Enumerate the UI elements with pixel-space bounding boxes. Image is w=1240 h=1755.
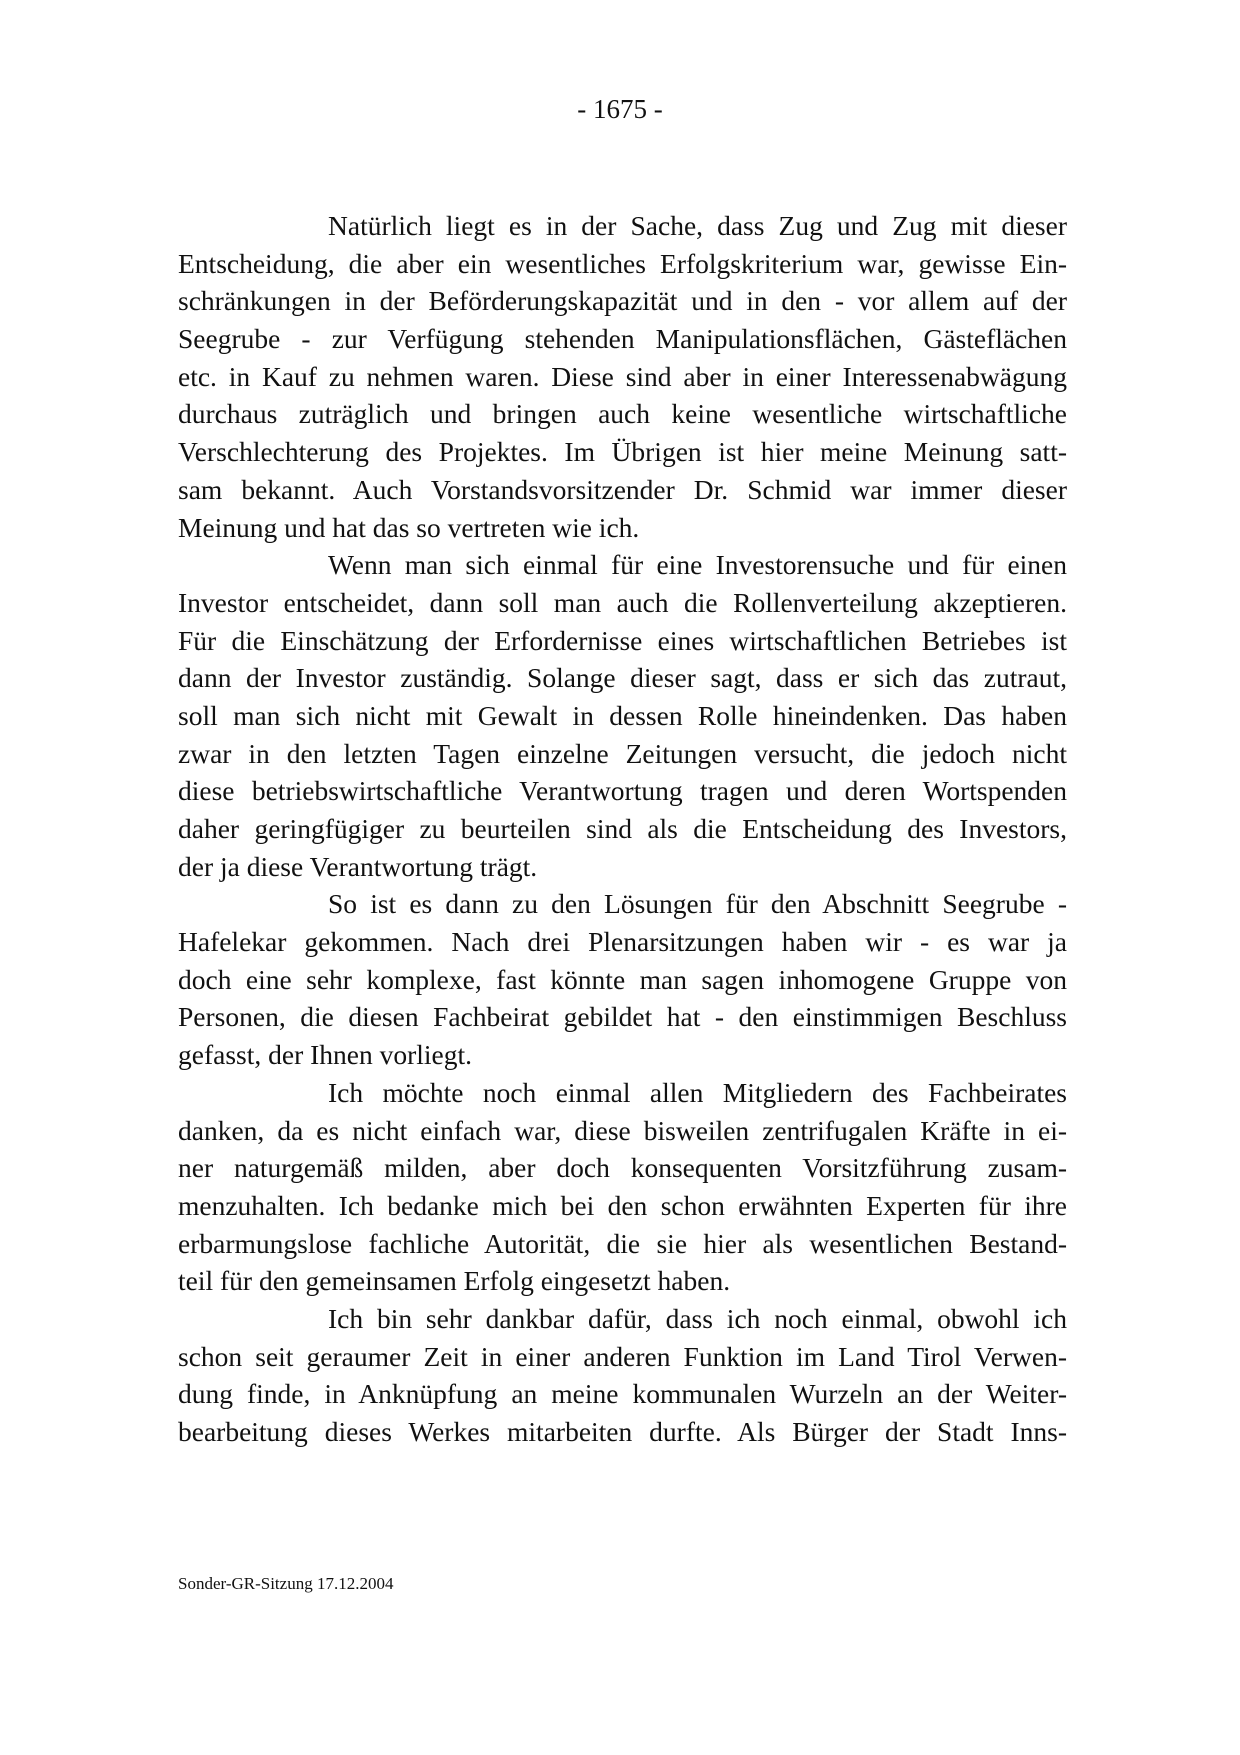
text-line: menzuhalten. Ich bedanke mich bei den schon erwähnten Experten für ihre (178, 1189, 1067, 1221)
text-line: gefasst, der Ihnen vorliegt. (178, 1039, 473, 1071)
text-line: etc. in Kauf zu nehmen waren. Diese sind aber in einer Interessenabwägung (178, 360, 1067, 392)
text-line: sam bekannt. Auch Vorstandsvorsitzender Dr. Schmid war immer dieser (178, 473, 1067, 505)
paragraph (178, 1074, 1067, 1300)
text-line: bearbeitung dieses Werkes mitarbeiten durfte. Als Bürger der Stadt Inns- (178, 1416, 1067, 1447)
text-line: daher geringfügiger zu beurteilen sind als die Entscheidung des Investors, (178, 813, 1067, 844)
text-line: Hafelekar gekommen. Nach drei Plenarsitzungen haben wir - es war ja (178, 926, 1067, 958)
text-line: doch eine sehr komplexe, fast könnte man sagen inhomogene Gruppe von (178, 963, 1067, 995)
text-line: der ja diese Verantwortung trägt. (178, 850, 538, 882)
text-line: Verschlechterung des Projektes. Im Übrigen ist hier meine Meinung satt- (178, 436, 1067, 468)
text-line: Entscheidung, die aber ein wesentliches Erfolgskriterium war, gewisse Ein- (178, 247, 1067, 279)
paragraph (178, 885, 1067, 1073)
text-line: Wenn man sich einmal für eine Investorensuche und für einen (328, 549, 1067, 581)
page-number: - 1675 - (577, 94, 663, 124)
footer-session-label: Sonder-GR-Sitzung 17.12.2004 (178, 1574, 394, 1593)
text-line: Meinung und hat das so vertreten wie ich. (178, 511, 640, 543)
text-line: diese betriebswirtschaftliche Verantwortung tragen und deren Wortspenden (178, 775, 1067, 807)
text-line: teil für den gemeinsamen Erfolg eingesetzt haben. (178, 1265, 731, 1297)
text-line: erbarmungslose fachliche Autorität, die sie hier als wesentlichen Bestand- (178, 1227, 1067, 1259)
paragraph (178, 207, 1067, 546)
text-line: Ich bin sehr dankbar dafür, dass ich noch einmal, obwohl ich (328, 1302, 1067, 1334)
text-line: zwar in den letzten Tagen einzelne Zeitungen versucht, die jedoch nicht (178, 737, 1067, 769)
text-line: schränkungen in der Beförderungskapazität und in den - vor allem auf der (178, 285, 1067, 317)
text-line: Natürlich liegt es in der Sache, dass Zug und Zug mit dieser (328, 210, 1067, 241)
text-line: Personen, die diesen Fachbeirat gebildet hat - den einstimmigen Beschluss (178, 1001, 1067, 1033)
text-line: Für die Einschätzung der Erfordernisse eines wirtschaftlichen Betriebes ist (178, 624, 1067, 656)
text-line: So ist es dann zu den Lösungen für den Abschnitt Seegrube - (328, 888, 1067, 920)
text-line: durchaus zuträglich und bringen auch keine wesentliche wirtschaftliche (178, 398, 1067, 430)
paragraph (178, 1300, 1067, 1451)
document-body (178, 207, 1067, 1451)
text-line: dung finde, in Anknüpfung an meine kommunalen Wurzeln an der Weiter- (178, 1378, 1067, 1410)
text-line: dann der Investor zuständig. Solange dieser sagt, dass er sich das zutraut, (178, 662, 1067, 694)
text-line: Investor entscheidet, dann soll man auch die Rollenverteilung akzeptieren. (178, 586, 1067, 618)
text-line: soll man sich nicht mit Gewalt in dessen Rolle hineindenken. Das haben (178, 699, 1067, 731)
text-line: Seegrube - zur Verfügung stehenden Manipulationsflächen, Gästeflächen (178, 323, 1067, 355)
paragraph (178, 546, 1067, 885)
text-line: schon seit geraumer Zeit in einer anderen Funktion im Land Tirol Verwen- (178, 1340, 1067, 1372)
text-line: danken, da es nicht einfach war, diese bisweilen zentrifugalen Kräfte in ei- (178, 1114, 1067, 1146)
text-line: ner naturgemäß milden, aber doch konsequenten Vorsitzführung zusam- (178, 1152, 1067, 1184)
text-line: Ich möchte noch einmal allen Mitgliedern des Fachbeirates (328, 1076, 1067, 1108)
